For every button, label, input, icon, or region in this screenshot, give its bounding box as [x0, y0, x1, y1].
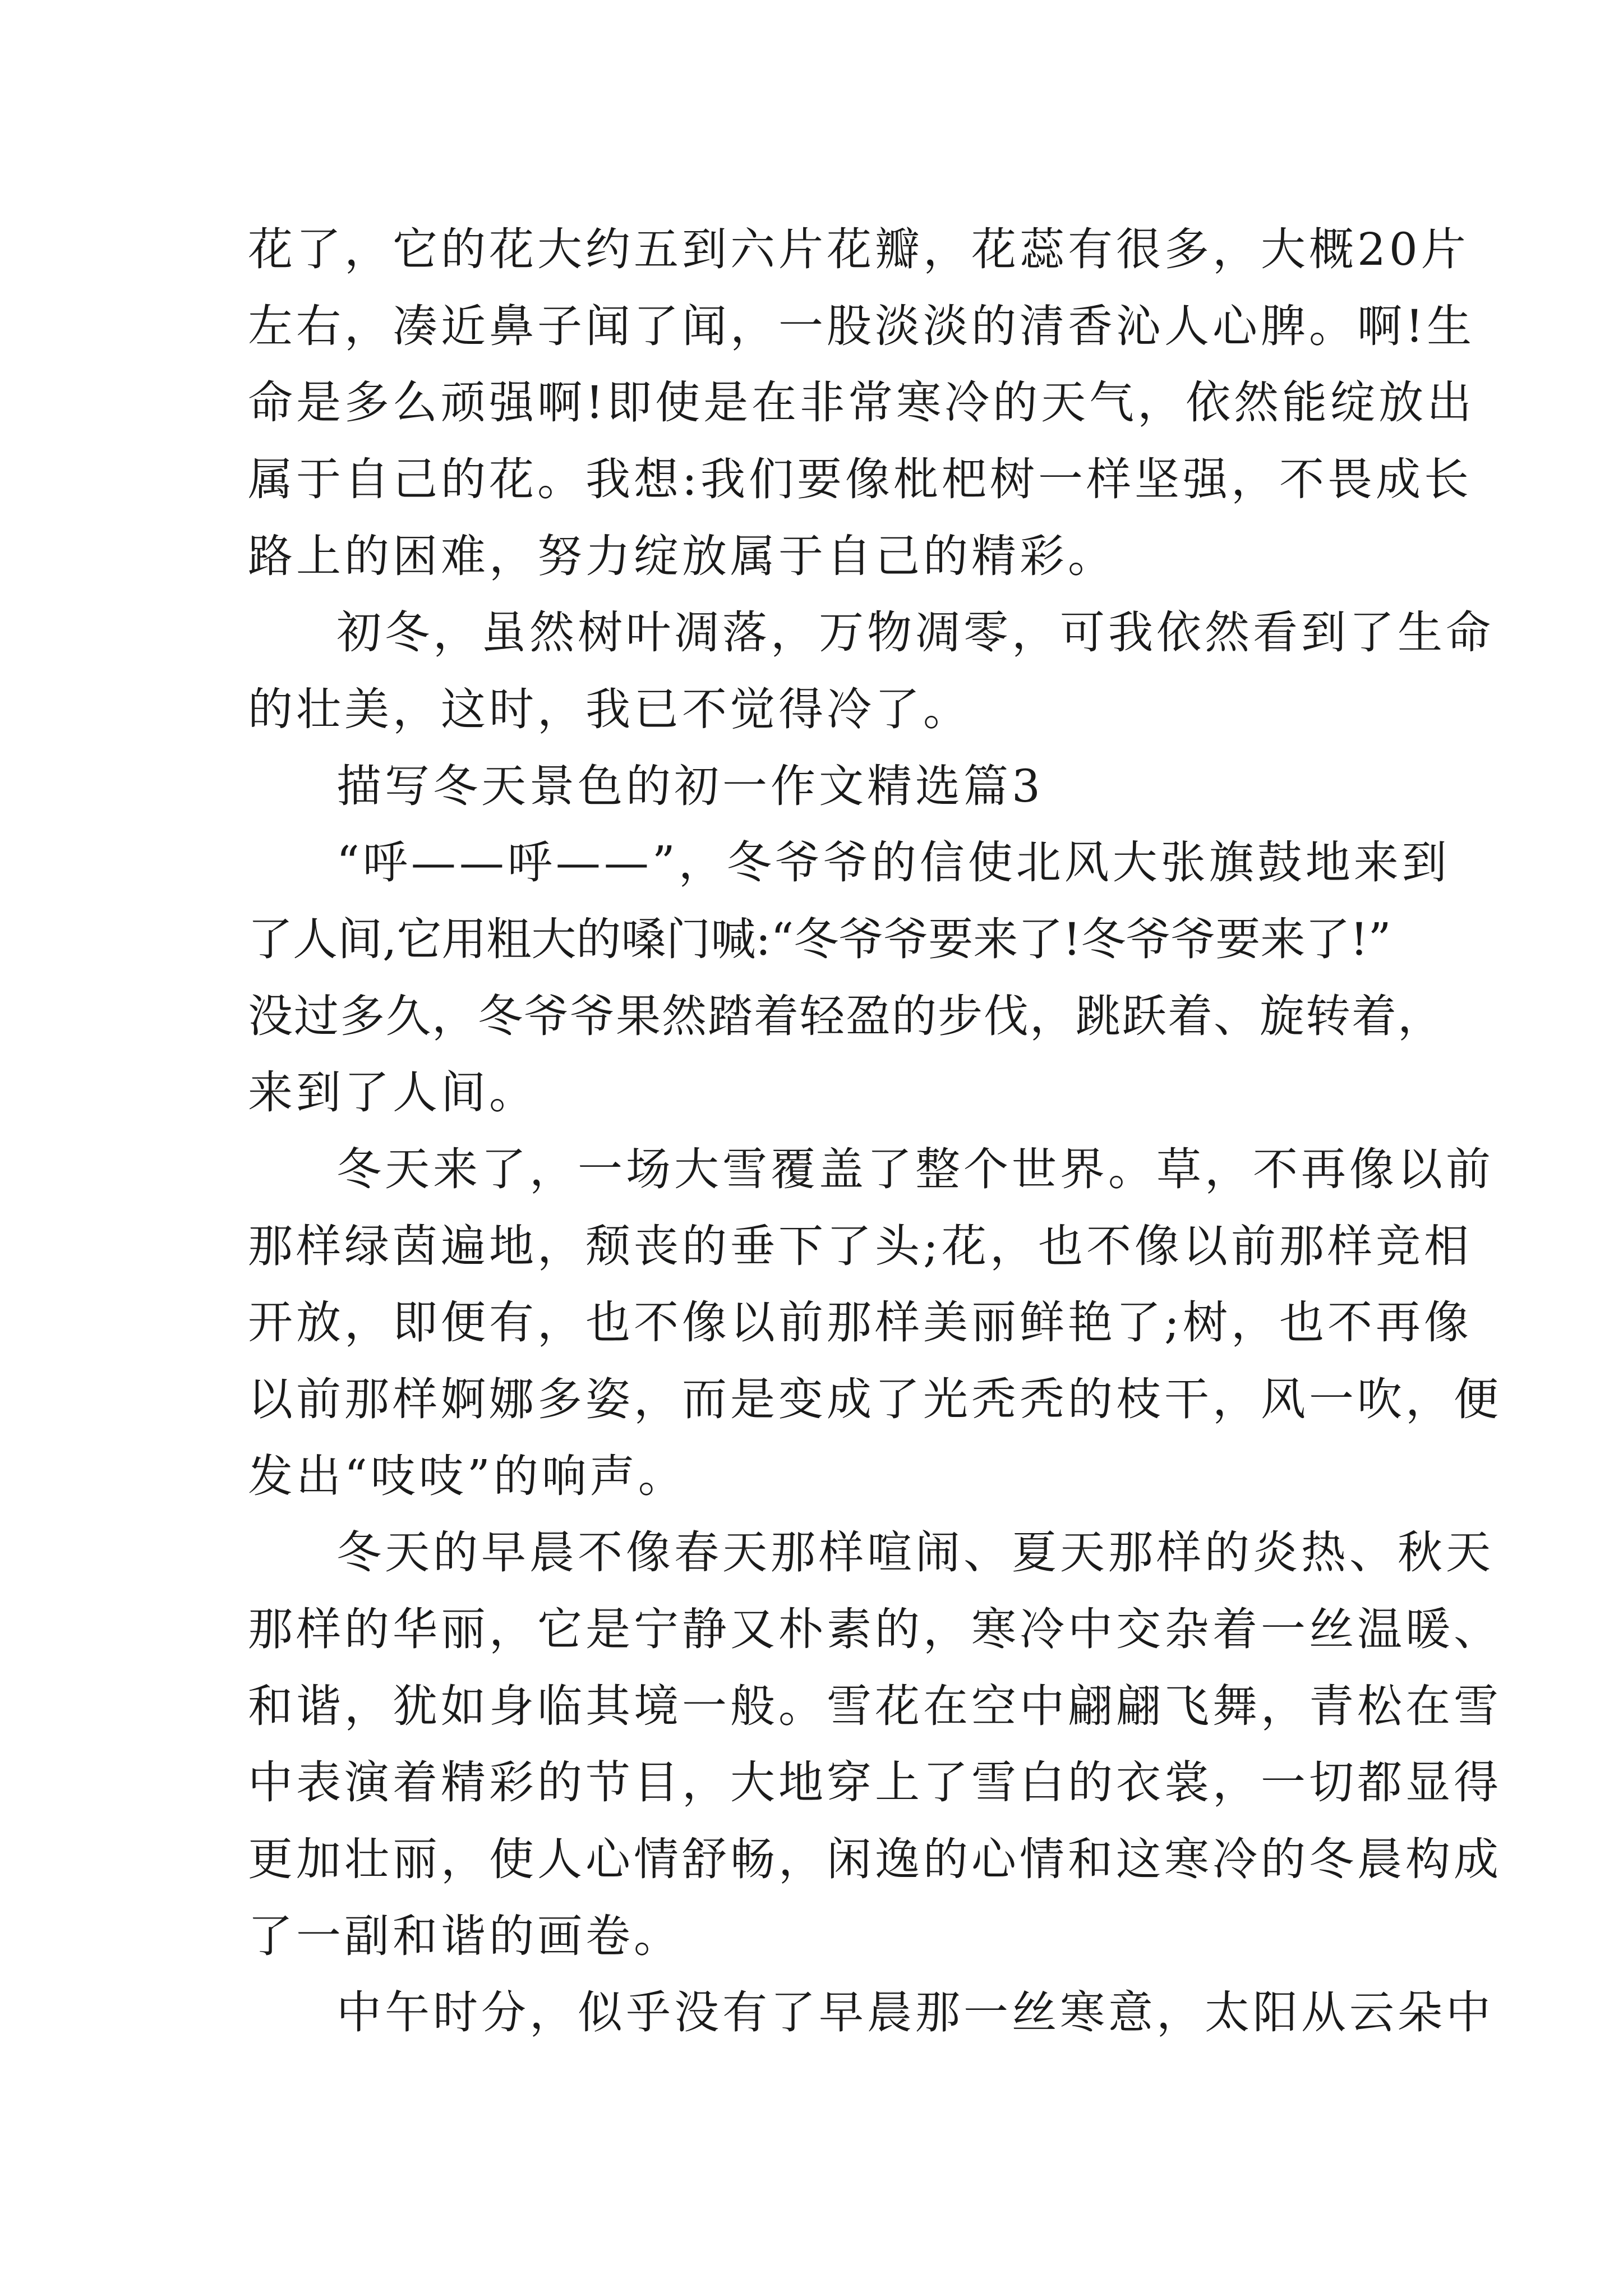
text-line: 更加壮丽，使人心情舒畅，闲逸的心情和这寒冷的冬晨构成	[248, 1833, 1502, 1885]
text-line: 了一副和谐的画卷。	[248, 1910, 682, 1962]
text-line: 那样的华丽，它是宁静又朴素的，寒冷中交杂着一丝温暖、	[248, 1603, 1502, 1655]
paragraph-first-line: 冬天的早晨不像春天那样喧闹、夏天那样的炎热、秋天	[336, 1526, 1494, 1579]
text-line: 路上的困难，努力绽放属于自己的精彩。	[248, 530, 1116, 582]
text-line: 那样绿茵遍地，颓丧的垂下了头;花，也不像以前那样竞相	[248, 1220, 1472, 1272]
paragraph-first-line: “呼——呼——”，冬爷爷的信使北风大张旗鼓地来到	[336, 836, 1450, 889]
text-line: 属于自己的花。我想:我们要像枇杷树一样坚强，不畏成长	[248, 453, 1472, 505]
text-line: 以前那样婀娜多姿，而是变成了光秃秃的枝干，风一吹，便	[248, 1373, 1502, 1425]
text-line: 没过多久，冬爷爷果然踏着轻盈的步伐，跳跃着、旋转着，	[248, 990, 1444, 1042]
text-line: 发出“吱吱”的响声。	[248, 1450, 686, 1502]
text-line: 中表演着精彩的节目，大地穿上了雪白的衣裳，一切都显得	[248, 1756, 1502, 1809]
paragraph-first-line: 中午时分，似乎没有了早晨那一丝寒意，太阳从云朵中	[336, 1986, 1494, 2039]
paragraph-first-line: 冬天来了，一场大雪覆盖了整个世界。草，不再像以前	[336, 1143, 1494, 1195]
text-line: 的壮美，这时，我已不觉得冷了。	[248, 683, 971, 735]
text-line: 和谐，犹如身临其境一般。雪花在空中翩翩飞舞，青松在雪	[248, 1680, 1502, 1732]
text-line: 左右，凑近鼻子闻了闻，一股淡淡的清香沁人心脾。啊!生	[248, 300, 1476, 352]
paragraph-first-line: 初冬，虽然树叶凋落，万物凋零，可我依然看到了生命	[336, 606, 1494, 659]
section-heading: 描写冬天景色的初一作文精选篇3	[336, 760, 1044, 812]
text-line: 了人间,它用粗大的嗓门喊:“冬爷爷要来了!冬爷爷要来了!”	[248, 913, 1391, 965]
text-line: 命是多么顽强啊!即使是在非常寒冷的天气，依然能绽放出	[248, 376, 1476, 429]
text-line: 来到了人间。	[248, 1066, 537, 1119]
text-line: 花了，它的花大约五到六片花瓣，花蕊有很多，大概20片	[248, 223, 1469, 275]
text-line: 开放，即便有，也不像以前那样美丽鲜艳了;树，也不再像	[248, 1296, 1472, 1349]
